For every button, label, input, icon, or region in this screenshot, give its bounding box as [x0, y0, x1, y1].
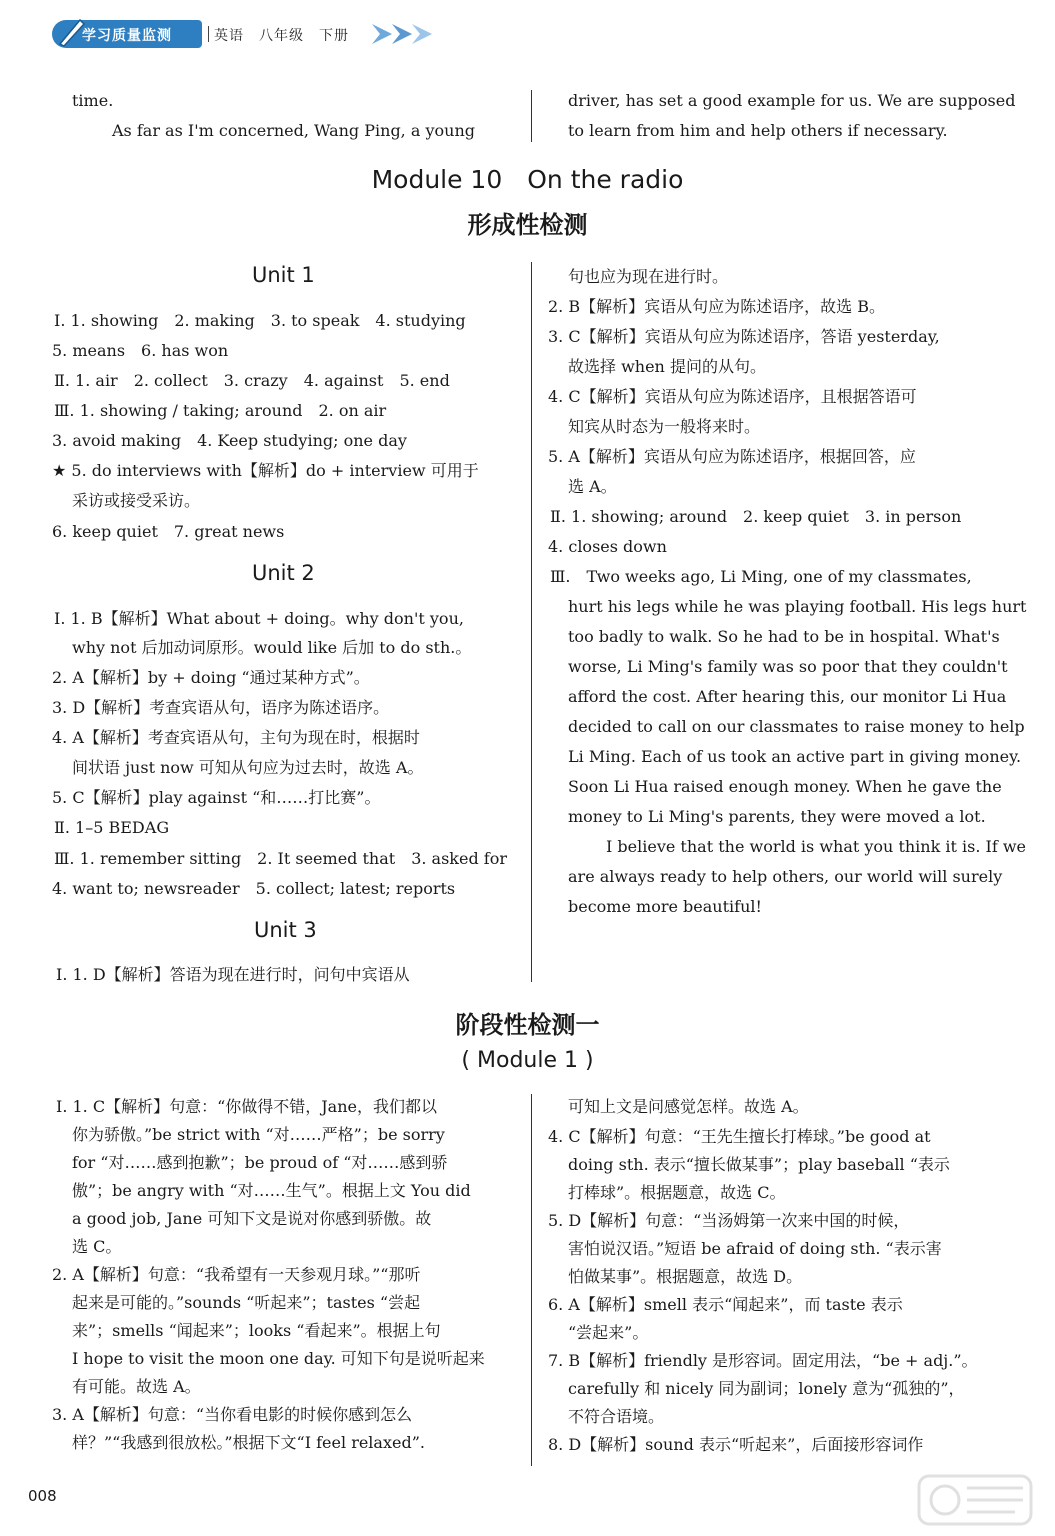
- answer-line: doing sth. 表示“擅长做某事”；play baseball “表示: [568, 1155, 950, 1174]
- column-divider: [531, 90, 532, 142]
- essay-line: worse, Li Ming's family was so poor that they couldn't: [568, 657, 1008, 676]
- answer-line: 3. D【解析】考查宾语从句，语序为陈述语序。: [52, 698, 390, 717]
- text-line: As far as I'm concerned, Wang Ping, a young: [112, 121, 475, 140]
- answer-line: Ⅱ. 1. showing; around 2. keep quiet 3. in person: [550, 507, 962, 526]
- answer-line: 来”；smells “闻起来”；looks “看起来”。根据上句: [72, 1321, 441, 1340]
- answer-line: 怕做某事”。根据题意，故选 D。: [568, 1267, 803, 1286]
- column-divider: [531, 262, 532, 982]
- answer-line: 6. A【解析】smell 表示“闻起来”，而 taste 表示: [548, 1295, 903, 1314]
- answer-line: 采访或接受采访。: [72, 491, 201, 510]
- page-header: [52, 16, 452, 50]
- answer-line: 知宾从时态为一般将来时。: [568, 417, 761, 436]
- answer-line: 选 C。: [72, 1237, 122, 1256]
- answer-line: Ⅰ. 1. C【解析】句意：“你做得不错，Jane，我们都以: [56, 1097, 437, 1116]
- answer-line: 害怕说汉语。”短语 be afraid of doing sth. “表示害: [568, 1239, 942, 1258]
- answer-line: Ⅲ. 1. remember sitting 2. It seemed that 3. asked for: [54, 849, 507, 868]
- column-divider: [531, 1094, 532, 1466]
- answer-line: 不符合语境。: [568, 1407, 665, 1426]
- answer-line: Ⅱ. 1. air 2. collect 3. crazy 4. against 5. end: [54, 371, 450, 390]
- answer-line: Ⅰ. 1. D【解析】答语为现在进行时，问句中宾语从: [56, 965, 410, 984]
- header-divider: [208, 26, 209, 42]
- answer-line: 2. B【解析】宾语从句应为陈述语序，故选 B。: [548, 297, 885, 316]
- answer-line: Ⅲ. 1. showing / taking; around 2. on air: [54, 401, 387, 420]
- answer-line: for “对……感到抱歉”；be proud of “对……感到骄: [72, 1153, 448, 1172]
- section-subtitle: ( Module 1 ): [461, 1048, 594, 1073]
- answer-line: Ⅰ. 1. B【解析】What about + doing。why don't you,: [54, 609, 464, 628]
- answer-line: 4. closes down: [548, 537, 667, 556]
- essay-line: Ⅲ. Two weeks ago, Li Ming, one of my classmates,: [550, 567, 972, 586]
- answer-line: Ⅰ. 1. showing 2. making 3. to speak 4. studying: [54, 311, 466, 330]
- unit-title: Unit 3: [254, 918, 317, 942]
- answer-line: 打棒球”。根据题意，故选 C。: [568, 1183, 786, 1202]
- answer-line: I hope to visit the moon one day. 可知下句是说听起来: [72, 1349, 485, 1368]
- answer-line: a good job, Jane 可知下文是说对你感到骄傲。故: [72, 1209, 432, 1228]
- answer-line: why not 后加动词原形。would like 后加 to do sth.。: [72, 638, 472, 657]
- answer-line: 选 A。: [568, 477, 617, 496]
- unit-title: Unit 1: [252, 263, 315, 287]
- unit-title: Unit 2: [252, 561, 315, 585]
- text-line: time.: [72, 91, 114, 110]
- essay-line: decided to call on our classmates to raise money to help: [568, 717, 1025, 736]
- essay-line: money to Li Ming's parents, they were moved a lot.: [568, 807, 986, 826]
- essay-line: become more beautiful!: [568, 897, 762, 916]
- answer-line: 4. C【解析】宾语从句应为陈述语序，且根据答语可: [548, 387, 917, 406]
- watermark-logo-icon: [915, 1470, 1035, 1530]
- answer-line: 4. want to; newsreader 5. collect; latest; reports: [52, 879, 456, 898]
- answer-line: 起来是可能的。”sounds “听起来”；tastes “尝起: [72, 1293, 421, 1312]
- answer-line: 傲”；be angry with “对……生气”。根据上文 You did: [72, 1181, 471, 1200]
- answer-line: Ⅱ. 1–5 BEDAG: [54, 818, 170, 837]
- essay-line: too badly to walk. So he had to be in hospital. What's: [568, 627, 1000, 646]
- module-title: Module 10 On the radio: [371, 165, 684, 194]
- answer-line: 3. A【解析】句意：“当你看电影的时候你感到怎么: [52, 1405, 413, 1424]
- essay-line: Li Ming. Each of us took an active part in giving money.: [568, 747, 1022, 766]
- chevron-arrows-icon: [370, 22, 450, 46]
- answer-line: 5. D【解析】句意：“当汤姆第一次来中国的时候，: [548, 1211, 910, 1230]
- header-title: 学习质量监测: [82, 28, 172, 44]
- answer-line: 4. C【解析】句意：“王先生擅长打棒球。”be good at: [548, 1127, 931, 1146]
- answer-line: “尝起来”。: [568, 1323, 649, 1342]
- answer-line: 可知上文是问感觉怎样。故选 A。: [568, 1097, 809, 1116]
- answer-line: 4. A【解析】考查宾语从句，主句为现在时，根据时: [52, 728, 420, 747]
- text-line: driver, has set a good example for us. We are supposed: [568, 91, 1016, 110]
- essay-line: Soon Li Hua raised enough money. When he gave the: [568, 777, 1002, 796]
- answer-line: 8. D【解析】sound 表示“听起来”，后面接形容词作: [548, 1435, 924, 1454]
- answer-line: 有可能。故选 A。: [72, 1377, 201, 1396]
- answer-line: 你为骄傲。”be strict with “对……严格”；be sorry: [72, 1125, 445, 1144]
- answer-line: 3. C【解析】宾语从句应为陈述语序，答语 yesterday,: [548, 327, 940, 346]
- answer-line: 5. C【解析】play against “和……打比赛”。: [52, 788, 381, 807]
- answer-line: 2. A【解析】by + doing “通过某种方式”。: [52, 668, 370, 687]
- answer-line: 6. keep quiet 7. great news: [52, 522, 285, 541]
- essay-line: I believe that the world is what you think it is. If we: [606, 837, 1027, 856]
- section-title: 形成性检测: [467, 211, 588, 239]
- answer-line: carefully 和 nicely 同为副词；lonely 意为“孤独的”，: [568, 1379, 965, 1398]
- answer-line: 5. A【解析】宾语从句应为陈述语序，根据回答，应: [548, 447, 916, 466]
- answer-line: 7. B【解析】friendly 是形容词。固定用法，“be + adj.”。: [548, 1351, 978, 1370]
- essay-line: are always ready to help others, our world will surely: [568, 867, 1003, 886]
- answer-line: 故选择 when 提问的从句。: [568, 357, 766, 376]
- answer-line: ★ 5. do interviews with【解析】do + interview 可用于: [52, 461, 479, 480]
- answer-line: 2. A【解析】句意：“我希望有一天参观月球。”“那听: [52, 1265, 421, 1284]
- answer-line: 间状语 just now 可知从句应为过去时，故选 A。: [72, 758, 424, 777]
- answer-line: 3. avoid making 4. Keep studying; one day: [52, 431, 407, 450]
- answer-line: 样？”“我感到很放松。”根据下文“I feel relaxed”.: [72, 1433, 425, 1452]
- answer-line: 5. means 6. has won: [52, 341, 229, 360]
- essay-line: hurt his legs while he was playing football. His legs hurt: [568, 597, 1027, 616]
- essay-line: afford the cost. After hearing this, our monitor Li Hua: [568, 687, 1007, 706]
- header-subject: 英语 八年级 下册: [214, 28, 349, 44]
- page-number: 008: [28, 1487, 57, 1505]
- answer-line: 句也应为现在进行时。: [568, 267, 729, 286]
- text-line: to learn from him and help others if necessary.: [568, 121, 948, 140]
- section-title: 阶段性检测一: [455, 1011, 600, 1039]
